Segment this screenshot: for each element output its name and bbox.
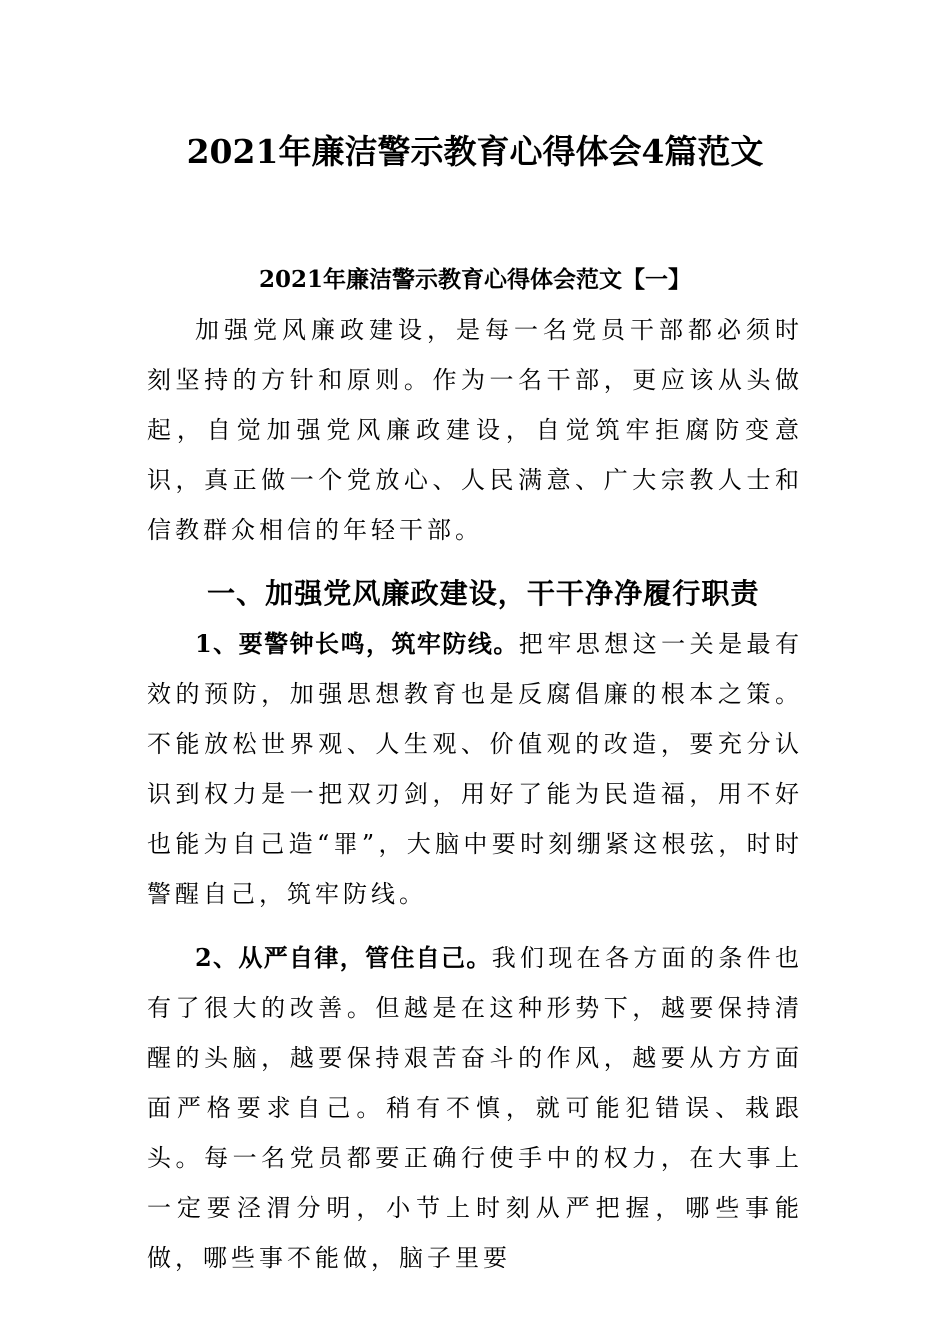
intro-paragraph: 加强党风廉政建设，是每一名党员干部都必须时刻坚持的方针和原则。作为一名干部，更应该从头做起，自觉加强党风廉政建设，自觉筑牢拒腐防变意识，真正做一个党放心、人民满意、广大宗教人士和信教群众相信的年轻干部。 [147, 316, 803, 544]
point-2-lead: 2、从严自律，管住自己。 [195, 943, 492, 972]
point-1-lead: 1、要警钟长鸣，筑牢防线。 [195, 629, 519, 658]
spacer [147, 555, 803, 569]
point-1-text: 把牢思想这一关是最有效的预防，加强思想教育也是反腐倡廉的根本之策。不能放松世界观、人生观、价值观的改造，要充分认识到权力是一把双刃剑，用好了能为民造福，用不好也能为自己造“罪”，大脑中要时刻绷紧这根弦，时时警醒自己，筑牢防线。 [147, 630, 804, 908]
point-2-text: 我们现在各方面的条件也有了很大的改善。但越是在这种形势下，越要保持清醒的头脑，越要保持艰苦奋斗的作风，越要从方方面面严格要求自己。稍有不慎，就可能犯错误、栽跟头。每一名党员都要正确行使手中的权力，在大事上一定要泾渭分明，小节上时刻从严把握，哪些事能做，哪些事不能做，脑子里要 [147, 944, 804, 1272]
section-title: 2021年廉洁警示教育心得体会范文【一】 [258, 266, 691, 293]
point-2-paragraph [147, 933, 803, 1283]
spacer [147, 919, 803, 933]
section-heading-1: 一、加强党风廉政建设，干干净净履行职责 [207, 577, 760, 610]
document-title: 2021年廉洁警示教育心得体会4篇范文 [186, 132, 764, 171]
document-body [147, 255, 803, 1283]
point-1-paragraph [147, 619, 803, 919]
